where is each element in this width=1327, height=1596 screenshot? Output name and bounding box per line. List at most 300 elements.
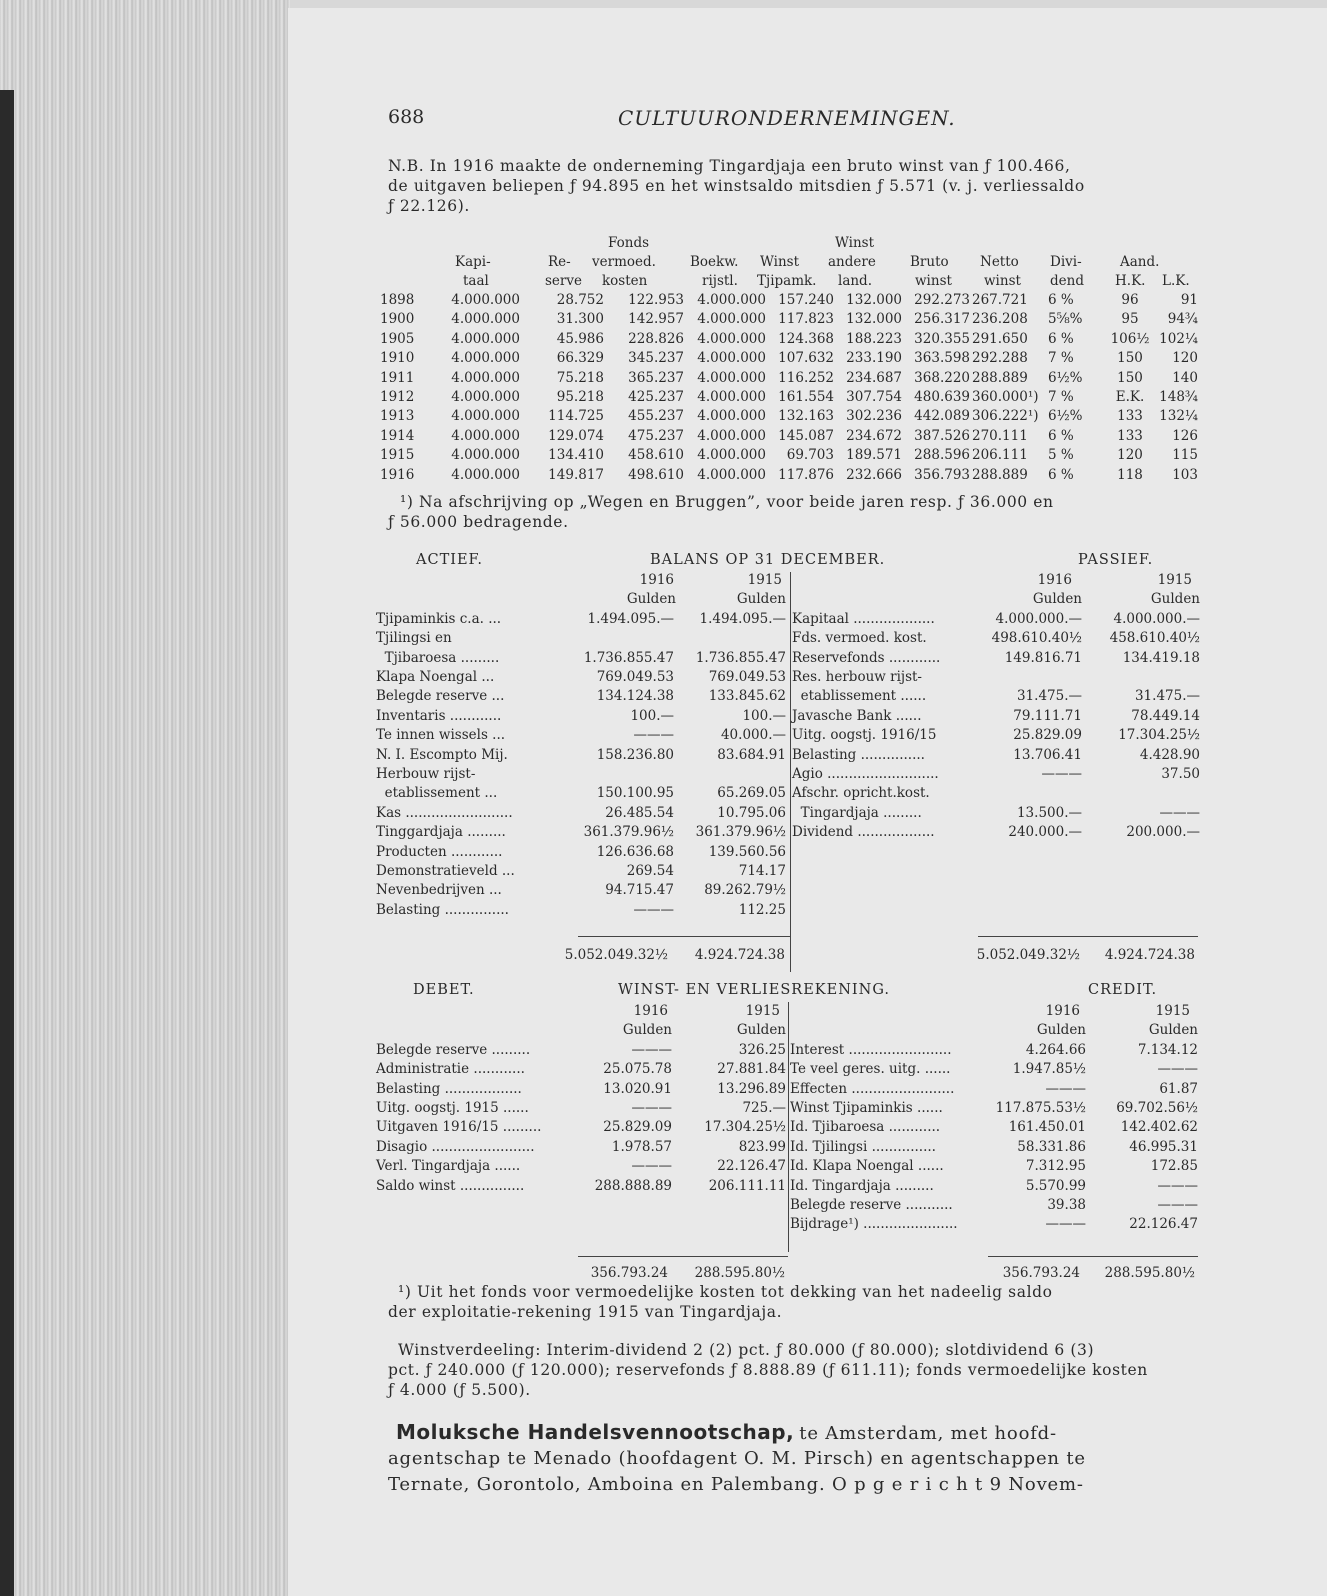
running-head: CULTUURONDERNEMINGEN. (618, 106, 956, 130)
value-1915: 83.684.91 (717, 746, 786, 763)
history-cell-kapitaal: 4.000.000 (451, 389, 520, 405)
value-1916: 126.636.68 (596, 843, 674, 860)
history-cell-dividend: 5⅝% (1048, 311, 1083, 328)
debet-row (376, 1157, 788, 1176)
passief-row (792, 726, 1204, 745)
value-1916: 134.124.38 (596, 688, 674, 705)
value-1916: 31.475.— (1016, 688, 1082, 705)
history-cell-fonds: 345.237 (628, 350, 684, 367)
debet-year-1915: 1915 (745, 1003, 780, 1019)
page-number: 688 (388, 106, 425, 128)
value-1916: 288.888.89 (594, 1177, 672, 1194)
pl-footnote-line-2: der exploitatie-rekening 1915 van Tingardjaja. (388, 1303, 783, 1321)
history-cell-bruto: 288.596 (914, 447, 970, 464)
actief-row (376, 746, 788, 765)
actief-total-rule (578, 936, 790, 937)
value-1916: 25.829.09 (1013, 727, 1082, 744)
history-cell-bruto: 256.317 (914, 311, 970, 328)
value-1916: 13.020.91 (603, 1080, 672, 1097)
passief-row (792, 823, 1204, 842)
history-cell-bruto: 480.639 (914, 389, 970, 405)
history-cell-lk: 103 (1172, 466, 1198, 483)
actief-row (376, 784, 788, 803)
header-hk: H.K. (1115, 273, 1146, 289)
value-1915: 4.000.000.— (1113, 610, 1200, 627)
actief-row (376, 823, 788, 842)
row-label: Belegde reserve ......... (376, 1041, 531, 1058)
credit-row (790, 1215, 1202, 1234)
company-name: Moluksche Handelsvennootschap, (396, 1420, 795, 1444)
history-cell-year: 1914 (380, 427, 415, 444)
debet-row (376, 1099, 788, 1118)
history-cell-lk: 132¼ (1159, 408, 1198, 425)
value-1916: ——— (1041, 765, 1082, 782)
passief-row (792, 746, 1204, 765)
passief-unit-1915: Gulden (1150, 591, 1200, 608)
debet-year-1916: 1916 (633, 1003, 668, 1019)
history-cell-netto: 206.111 (972, 447, 1028, 464)
header-re: Re- (548, 254, 571, 270)
history-cell-winst-andere: 132.000 (846, 311, 902, 328)
history-cell-year: 1915 (380, 447, 415, 464)
balance-title: BALANS OP 31 DECEMBER. (650, 552, 886, 568)
row-label: Fds. vermoed. kost. (792, 630, 927, 647)
history-cell-fonds: 458.610 (628, 447, 684, 464)
history-cell-reserve: 66.329 (556, 350, 604, 367)
value-1915: ——— (1157, 1177, 1198, 1194)
value-1916: 269.54 (626, 862, 674, 879)
history-cell-kapitaal: 4.000.000 (451, 292, 520, 308)
value-1915: 100.— (742, 707, 786, 724)
actief-row (376, 901, 788, 920)
history-cell-netto: 288.889 (972, 369, 1028, 386)
history-cell-winst-tjip: 157.240 (778, 292, 834, 308)
history-cell-lk: 126 (1172, 427, 1198, 444)
row-label: Winst Tjipaminkis ...... (790, 1099, 943, 1116)
credit-total-1916: 356.793.24 (1002, 1265, 1080, 1281)
header-andere: andere (828, 254, 876, 270)
credit-unit-1915: Gulden (1148, 1022, 1198, 1039)
history-cell-winst-andere: 232.666 (846, 466, 902, 483)
debet-unit-1915: Gulden (736, 1022, 786, 1039)
history-cell-reserve: 75.218 (556, 369, 604, 386)
history-cell-year: 1912 (380, 389, 415, 405)
passief-row (792, 687, 1204, 706)
row-label: N. I. Escompto Mij. (376, 746, 508, 763)
row-label: Id. Klapa Noengal ...... (790, 1158, 944, 1175)
row-label: Tingardjaja ......... (792, 804, 922, 821)
history-cell-kapitaal: 4.000.000 (451, 350, 520, 367)
credit-row (790, 1041, 1202, 1060)
value-1915: 823.99 (738, 1138, 786, 1155)
row-label: Id. Tjilingsi ............... (790, 1138, 936, 1155)
value-1916: 13.706.41 (1013, 746, 1082, 763)
history-cell-dividend: 6½% (1048, 408, 1083, 425)
history-cell-hk: 150 (1117, 369, 1143, 386)
row-label: Verl. Tingardjaja ...... (376, 1158, 521, 1175)
value-1916: 161.450.01 (1008, 1119, 1086, 1136)
pl-credit-title: CREDIT. (1088, 982, 1158, 998)
history-cell-year: 1905 (380, 330, 415, 347)
history-cell-kapitaal: 4.000.000 (451, 466, 520, 483)
history-cell-lk: 102¼ (1159, 330, 1198, 347)
history-cell-reserve: 31.300 (556, 311, 604, 328)
history-cell-dividend: 6 % (1048, 292, 1074, 308)
history-cell-winst-andere: 189.571 (846, 447, 902, 464)
winstverdeeling-line-2: pct. ƒ 240.000 (ƒ 120.000); reservefonds ƒ 8.888.89 (ƒ 611.11); fonds vermoedelijke kosten (388, 1361, 1148, 1379)
header-winst-bruto: winst (915, 273, 952, 289)
row-label: Id. Tjibaroesa ............ (790, 1119, 941, 1136)
history-cell-year: 1911 (380, 369, 415, 386)
history-cell-winst-andere: 234.672 (846, 427, 902, 444)
value-1915: 458.610.40½ (1109, 630, 1200, 647)
credit-row (790, 1177, 1202, 1196)
next-entry-line-1 (396, 1420, 1057, 1446)
passief-total-1915: 4.924.724.38 (1104, 947, 1195, 963)
history-cell-dividend: 7 % (1048, 389, 1074, 405)
row-label: Bijdrage¹) ...................... (790, 1216, 958, 1233)
actief-row (376, 881, 788, 900)
actief-row (376, 629, 788, 648)
row-label: etablissement ...... (792, 688, 927, 705)
passief-row (792, 649, 1204, 668)
actief-row (376, 726, 788, 745)
passief-row (792, 707, 1204, 726)
header-dend: dend (1050, 273, 1084, 289)
row-label: Kapitaal ................... (792, 610, 935, 627)
value-1916: 79.111.71 (1013, 707, 1082, 724)
value-1915: 78.449.14 (1131, 707, 1200, 724)
history-cell-winst-tjip: 117.823 (778, 311, 834, 328)
pl-title: WINST- EN VERLIESREKENING. (618, 982, 890, 998)
actief-row (376, 765, 788, 784)
credit-row (790, 1080, 1202, 1099)
history-cell-reserve: 28.752 (556, 292, 604, 308)
row-label: Kas ......................... (376, 804, 513, 821)
value-1916: 117.875.53½ (995, 1099, 1086, 1116)
value-1916: 1.947.85½ (1012, 1061, 1086, 1078)
header-winst-netto: winst (984, 273, 1021, 289)
debet-row (376, 1080, 788, 1099)
nb-note-line-3: ƒ 22.126). (388, 197, 470, 215)
value-1915: ——— (1159, 804, 1200, 821)
debet-unit-1916: Gulden (622, 1022, 672, 1039)
history-table (380, 234, 1200, 524)
value-1915: 139.560.56 (708, 843, 786, 860)
history-cell-winst-andere: 188.223 (846, 330, 902, 347)
header-taal: taal (463, 273, 489, 289)
history-cell-winst-andere: 307.754 (846, 389, 902, 405)
pl-divider (788, 1002, 789, 1252)
history-cell-lk: 140 (1172, 369, 1198, 386)
history-row (380, 330, 1200, 349)
value-1915: 714.17 (738, 862, 786, 879)
credit-total-1915: 288.595.80½ (1104, 1265, 1195, 1281)
row-label: Uitgaven 1916/15 ......... (376, 1119, 542, 1136)
history-cell-dividend: 6½% (1048, 369, 1083, 386)
history-cell-fonds: 475.237 (628, 427, 684, 444)
history-cell-boekw: 4.000.000 (697, 408, 766, 425)
debet-row (376, 1138, 788, 1157)
value-1915: 37.50 (1161, 765, 1200, 782)
value-1915: 1.494.095.— (699, 610, 786, 627)
winstverdeeling-line-1: Winstverdeeling: Interim-dividend 2 (2) pct. ƒ 80.000 (ƒ 80.000); slotdividend 6 (3) (398, 1341, 1095, 1359)
row-label: Res. herbouw rijst- (792, 668, 922, 685)
actief-row (376, 707, 788, 726)
credit-row (790, 1118, 1202, 1137)
history-cell-year: 1910 (380, 350, 415, 367)
history-cell-fonds: 498.610 (628, 466, 684, 483)
value-1916: 4.264.66 (1025, 1041, 1086, 1058)
history-cell-fonds: 142.957 (628, 311, 684, 328)
debet-row (376, 1118, 788, 1137)
history-cell-kapitaal: 4.000.000 (451, 408, 520, 425)
value-1915: 31.475.— (1134, 688, 1200, 705)
history-cell-bruto: 363.598 (914, 350, 970, 367)
header-lk: L.K. (1162, 273, 1190, 289)
credit-row (790, 1099, 1202, 1118)
history-cell-reserve: 134.410 (548, 447, 604, 464)
book-page (288, 8, 1327, 1596)
header-land: land. (838, 273, 872, 289)
passief-total-1916: 5.052.049.32½ (976, 947, 1080, 963)
header-winst: Winst (835, 235, 875, 251)
history-cell-winst-andere: 233.190 (846, 350, 902, 367)
passief-row (792, 804, 1204, 823)
history-cell-winst-andere: 132.000 (846, 292, 902, 308)
header-bruto: Bruto (910, 254, 949, 270)
credit-row (790, 1060, 1202, 1079)
history-cell-hk: 133 (1117, 427, 1143, 444)
value-1916: 4.000.000.— (995, 610, 1082, 627)
value-1916: ——— (1045, 1216, 1086, 1233)
credit-unit-1916: Gulden (1036, 1022, 1086, 1039)
credit-year-1916: 1916 (1045, 1003, 1080, 1019)
value-1915: 17.304.25½ (1118, 727, 1200, 744)
history-cell-hk: 118 (1117, 466, 1143, 483)
row-label: Tinggardjaja ......... (376, 824, 506, 841)
history-footnote-line-1: ¹) Na afschrijving op „Wegen en Bruggen”, voor beide jaren resp. ƒ 36.000 en (400, 493, 1054, 511)
value-1916: 150.100.95 (596, 785, 674, 802)
history-cell-boekw: 4.000.000 (697, 389, 766, 405)
row-label: Te innen wissels ... (376, 727, 506, 744)
history-row (380, 466, 1200, 485)
value-1915: 10.795.06 (717, 804, 786, 821)
header-aand: Aand. (1120, 254, 1160, 270)
next-entry-line-3: Ternate, Gorontolo, Amboina en Palembang. O p g e r i c h t 9 Novem- (388, 1474, 1084, 1495)
passief-row (792, 784, 1204, 803)
history-cell-bruto: 387.526 (914, 427, 970, 444)
value-1915: 133.845.62 (708, 688, 786, 705)
credit-row (790, 1157, 1202, 1176)
row-label: Effecten ........................ (790, 1080, 955, 1097)
value-1915: ——— (1157, 1061, 1198, 1078)
row-label: Producten ............ (376, 843, 503, 860)
header-netto: Netto (980, 254, 1019, 270)
history-cell-netto: 267.721 (972, 292, 1028, 308)
actief-row (376, 804, 788, 823)
history-cell-kapitaal: 4.000.000 (451, 330, 520, 347)
actief-year-1916: 1916 (639, 572, 674, 588)
actief-year-1915: 1915 (747, 572, 782, 588)
header-winst-tjip: Winst (760, 254, 800, 270)
history-row (380, 291, 1200, 310)
history-cell-reserve: 114.725 (548, 408, 604, 425)
history-cell-reserve: 129.074 (548, 427, 604, 444)
history-cell-netto: 291.650 (972, 330, 1028, 347)
row-label: Demonstratieveld ... (376, 862, 515, 879)
history-cell-boekw: 4.000.000 (697, 427, 766, 444)
history-cell-boekw: 4.000.000 (697, 350, 766, 367)
history-cell-dividend: 6 % (1048, 466, 1074, 483)
row-label: Klapa Noengal ... (376, 668, 495, 685)
actief-row (376, 649, 788, 668)
credit-year-1915: 1915 (1155, 1003, 1190, 1019)
actief-total-1915: 4.924.724.38 (694, 947, 785, 963)
history-cell-winst-andere: 234.687 (846, 369, 902, 386)
credit-total-rule (988, 1256, 1198, 1257)
value-1915: 69.702.56½ (1116, 1099, 1198, 1116)
value-1916: 7.312.95 (1025, 1158, 1086, 1175)
history-row (380, 349, 1200, 368)
passief-row (792, 668, 1204, 687)
header-kosten: kosten (602, 273, 648, 289)
pl-debet-title: DEBET. (413, 982, 475, 998)
value-1916: 240.000.— (1008, 824, 1082, 841)
value-1915: 769.049.53 (708, 668, 786, 685)
history-cell-netto: 306.222¹) (972, 408, 1039, 425)
debet-total-rule (578, 1256, 788, 1257)
passief-row (792, 765, 1204, 784)
history-cell-lk: 148¾ (1159, 389, 1198, 405)
row-label: Tjibaroesa ......... (376, 649, 500, 666)
value-1915: 206.111.11 (708, 1177, 786, 1194)
history-footnote-line-2: ƒ 56.000 bedragende. (388, 513, 569, 531)
history-cell-boekw: 4.000.000 (697, 466, 766, 483)
header-boekw: Boekw. (690, 254, 739, 270)
value-1916: 769.049.53 (596, 668, 674, 685)
history-cell-dividend: 5 % (1048, 447, 1074, 464)
history-cell-lk: 115 (1172, 447, 1198, 464)
history-cell-winst-tjip: 132.163 (778, 408, 834, 425)
history-cell-year: 1913 (380, 408, 415, 425)
history-cell-kapitaal: 4.000.000 (451, 427, 520, 444)
history-cell-boekw: 4.000.000 (697, 447, 766, 464)
actief-total-1916: 5.052.049.32½ (564, 947, 668, 963)
row-label: Afschr. opricht.kost. (792, 785, 930, 802)
row-label: Disagio ........................ (376, 1138, 535, 1155)
debet-row (376, 1060, 788, 1079)
debet-row (376, 1177, 788, 1196)
value-1916: 5.570.99 (1025, 1177, 1086, 1194)
history-row (380, 369, 1200, 388)
history-cell-bruto: 368.220 (914, 369, 970, 386)
value-1915: 46.995.31 (1129, 1138, 1198, 1155)
value-1916: ——— (633, 901, 674, 918)
value-1916: 39.38 (1047, 1196, 1086, 1213)
row-label: Saldo winst ............... (376, 1177, 525, 1194)
value-1915: 27.881.84 (717, 1061, 786, 1078)
row-label: Administratie ............ (376, 1061, 525, 1078)
company-location: te Amsterdam, met hoofd- (799, 1423, 1057, 1444)
value-1915: 65.269.05 (717, 785, 786, 802)
row-label: Belasting .................. (376, 1080, 522, 1097)
passief-unit-1916: Gulden (1032, 591, 1082, 608)
value-1916: 94.715.47 (605, 882, 674, 899)
history-cell-winst-tjip: 116.252 (778, 369, 834, 386)
header-fonds: Fonds (608, 235, 650, 251)
history-cell-fonds: 365.237 (628, 369, 684, 386)
value-1915: 7.134.12 (1137, 1041, 1198, 1058)
header-tjipamk: Tjipamk. (757, 273, 817, 289)
value-1916: 25.075.78 (603, 1061, 672, 1078)
history-cell-lk: 120 (1172, 350, 1198, 367)
actief-unit-1916: Gulden (626, 591, 676, 608)
history-cell-year: 1900 (380, 311, 415, 328)
value-1916: 149.816.71 (1004, 649, 1082, 666)
history-header-bottom (380, 272, 1200, 291)
history-cell-hk: E.K. (1115, 389, 1145, 405)
pl-footnote-line-1: ¹) Uit het fonds voor vermoedelijke kosten tot dekking van het nadeelig saldo (398, 1283, 1053, 1301)
history-cell-bruto: 320.355 (914, 330, 970, 347)
value-1916: 361.379.96½ (583, 824, 674, 841)
balance-passief-title: PASSIEF. (1078, 552, 1154, 568)
value-1916: 58.331.86 (1017, 1138, 1086, 1155)
row-label: Belegde reserve ... (376, 688, 505, 705)
history-cell-boekw: 4.000.000 (697, 292, 766, 308)
value-1915: 13.296.89 (717, 1080, 786, 1097)
debet-row (376, 1041, 788, 1060)
value-1915: 326.25 (738, 1041, 786, 1058)
value-1916: 1.978.57 (611, 1138, 672, 1155)
history-cell-lk: 94¾ (1167, 311, 1198, 328)
value-1916: 1.494.095.— (587, 610, 674, 627)
passief-row (792, 610, 1204, 629)
history-cell-kapitaal: 4.000.000 (451, 447, 520, 464)
row-label: Herbouw rijst- (376, 765, 476, 782)
history-cell-winst-tjip: 107.632 (778, 350, 834, 367)
history-cell-winst-tjip: 161.554 (778, 389, 834, 405)
value-1915: 17.304.25½ (704, 1119, 786, 1136)
book-page-edges (0, 0, 290, 1596)
value-1916: 26.485.54 (605, 804, 674, 821)
history-cell-dividend: 7 % (1048, 350, 1074, 367)
passief-total-rule (978, 936, 1198, 937)
row-label: Id. Tingardjaja ......... (790, 1177, 934, 1194)
history-header-mid (380, 253, 1200, 272)
history-cell-fonds: 425.237 (628, 389, 684, 405)
history-cell-kapitaal: 4.000.000 (451, 369, 520, 386)
actief-row (376, 843, 788, 862)
header-kapi: Kapi- (455, 254, 491, 270)
row-label: Agio .......................... (792, 765, 939, 782)
value-1915: 4.428.90 (1139, 746, 1200, 763)
value-1915: 40.000.— (720, 727, 786, 744)
value-1915: 725.— (742, 1099, 786, 1116)
history-cell-hk: 133 (1117, 408, 1143, 425)
history-row (380, 446, 1200, 465)
value-1916: 1.736.855.47 (583, 649, 674, 666)
row-label: Javasche Bank ...... (792, 707, 922, 724)
actief-row (376, 668, 788, 687)
history-cell-hk: 95 (1121, 311, 1139, 328)
history-cell-netto: 288.889 (972, 466, 1028, 483)
history-row (380, 388, 1200, 407)
history-row (380, 427, 1200, 446)
history-cell-netto: 270.111 (972, 427, 1028, 444)
row-label: Uitg. oogstj. 1916/15 (792, 727, 937, 744)
history-cell-boekw: 4.000.000 (697, 311, 766, 328)
